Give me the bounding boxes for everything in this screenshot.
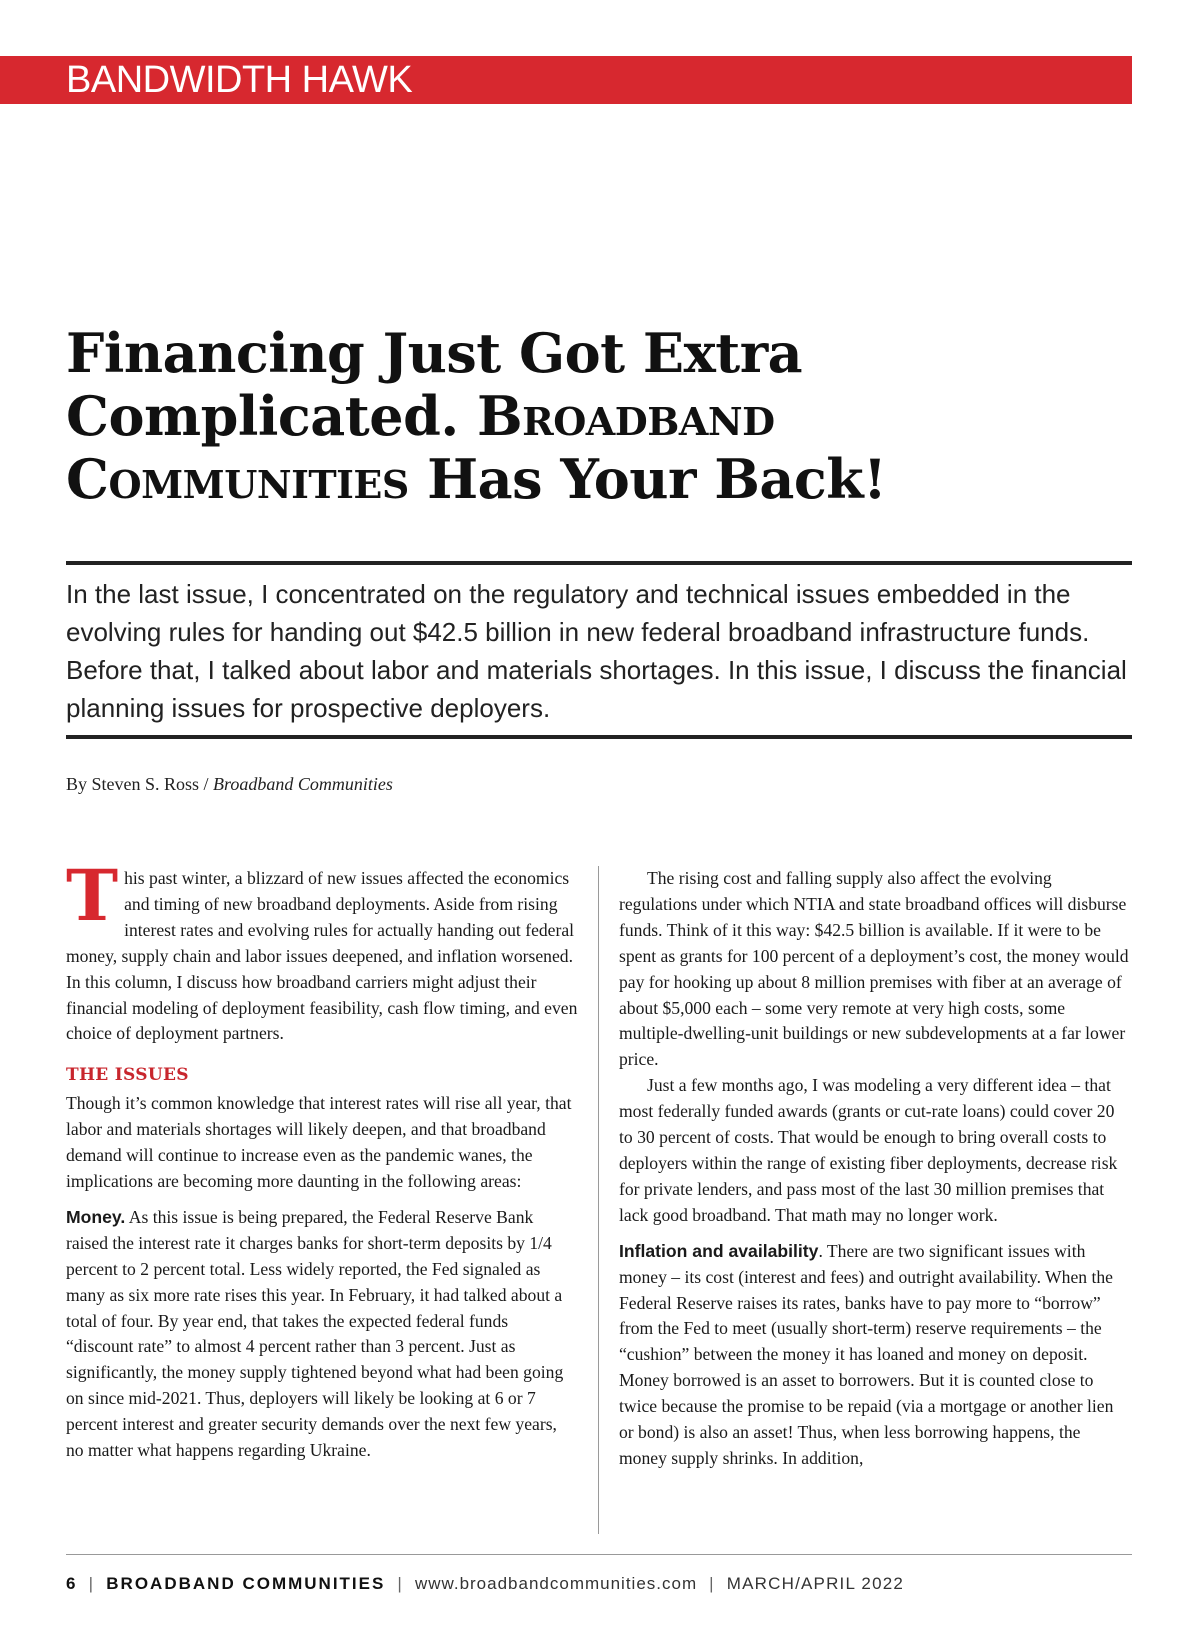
right-column [619, 866, 1131, 1472]
footer-separator: | [88, 1574, 95, 1593]
section-banner [0, 56, 1132, 104]
issues-paragraph: Though it’s common knowledge that interest rates will rise all year, that labor and materials shortages will likely deepen, and that broadband demand will continue to increase even as the pandemic wanes, the implications are becoming more daunting in the following areas: [66, 1093, 572, 1191]
rising-cost-paragraph: The rising cost and falling supply also affect the evolving regulations under which NTIA and state broadband offices will disburse funds. Think of it this way: $42.5 billion is available. If it were to be spent as grants for 100 percent of a deployment’s cost, the money would pay for hooking up about 8 million premises with fiber at an average of about $5,000 each – some very remote at very high costs, some multiple-dwelling-unit buildings or new subdevelopments at a far lower price. [619, 868, 1129, 1070]
money-paragraph [66, 1205, 578, 1464]
deck-top-rule [66, 561, 1132, 565]
footer-rule [66, 1554, 1132, 1555]
headline-brand-broadband: Broadband [476, 384, 775, 448]
money-text: As this issue is being prepared, the Federal Reserve Bank raised the interest rate it charges banks for short-term deposits by 1/4 percent to 2 percent total. Less widely reported, the Fed signaled as many as six more rate rises this year. In February, it had talked about a total of four. By year end, that takes the expected federal funds “discount rate” to almost 4 percent rather than 3 percent. Just as significantly, the money supply tightened beyond what had been going on since mid-2021. Thus, deployers will likely be looking at 6 or 7 percent interest and greater security demands over the next few years, no matter what happens regarding Ukraine. [66, 1206, 564, 1461]
headline-part-1: Financing Just Got Extra Complicated. [66, 321, 803, 448]
drop-cap: T [66, 854, 119, 937]
article-deck: In the last issue, I concentrated on the regulatory and technical issues embedded in the evolving rules for handing out $42.5 billion in new federal broadband infrastructure funds. Before that, I talked about labor and materials shortages. In this issue, I discuss the financial planning issues for prospective deployers. [66, 579, 1127, 723]
modeling-paragraph: Just a few months ago, I was modeling a very different idea – that most federally funded awards (grants or cut-rate loans) could cover 20 to 30 percent of costs. That would be enough to bring overall costs to deployers within the range of existing fiber deployments, decrease risk for private lenders, and pass most of the last 30 million premises that lack good broadband. That math may no longer work. [619, 1075, 1118, 1225]
money-run-in-head: Money. [66, 1206, 126, 1227]
column-divider [598, 866, 599, 1534]
intro-text: his past winter, a blizzard of new issues affected the economics and timing of new broadband deployments. Aside from rising interest rates and evolving rules for actually handing out federal money, supply chain and labor issues deepened, and inflation worsened. In this column, I discuss how broadband carriers might adjust their financial modeling of deployment feasibility, cash flow timing, and even choice of deployment partners. [66, 868, 578, 1044]
inflation-paragraph [619, 1239, 1131, 1472]
article-headline [66, 322, 1132, 511]
page-number: 6 [66, 1574, 77, 1593]
inflation-run-in-head: Inflation and availability [619, 1240, 819, 1261]
byline-author: By Steven S. Ross / [66, 774, 209, 794]
footer-separator: | [709, 1574, 715, 1593]
left-column [66, 854, 578, 1464]
byline [66, 774, 393, 795]
page-footer [66, 1574, 904, 1594]
deck-bottom-rule [66, 735, 1132, 739]
footer-separator: | [397, 1574, 403, 1593]
section-banner-title: BANDWIDTH HAWK [66, 59, 413, 101]
headline-brand-communities: Communities [66, 447, 409, 511]
intro-paragraph [66, 854, 578, 1047]
section-heading-issues: THE ISSUES [66, 1065, 189, 1086]
headline-part-2: Has Your Back! [427, 447, 887, 511]
byline-publication: Broadband Communities [213, 774, 393, 794]
inflation-text: . There are two significant issues with money – its cost (interest and fees) and outright availability. When the Federal Reserve raises its rates, banks have to pay more to “borrow” from the Fed to meet (usually short-term) reserve requirements – the “cushion” between the money it has loaned and money on deposit. Money borrowed is an asset to borrowers. But it is counted close to twice because the promise to be repaid (via a mortgage or another lien or bond) is also an asset! Thus, when less borrowing happens, the money supply shrinks. In addition, [619, 1240, 1114, 1468]
footer-magazine-name: BROADBAND COMMUNITIES [106, 1574, 386, 1593]
footer-website: www.broadbandcommunities.com [414, 1574, 698, 1593]
footer-issue-date: MARCH/APRIL 2022 [726, 1574, 905, 1593]
